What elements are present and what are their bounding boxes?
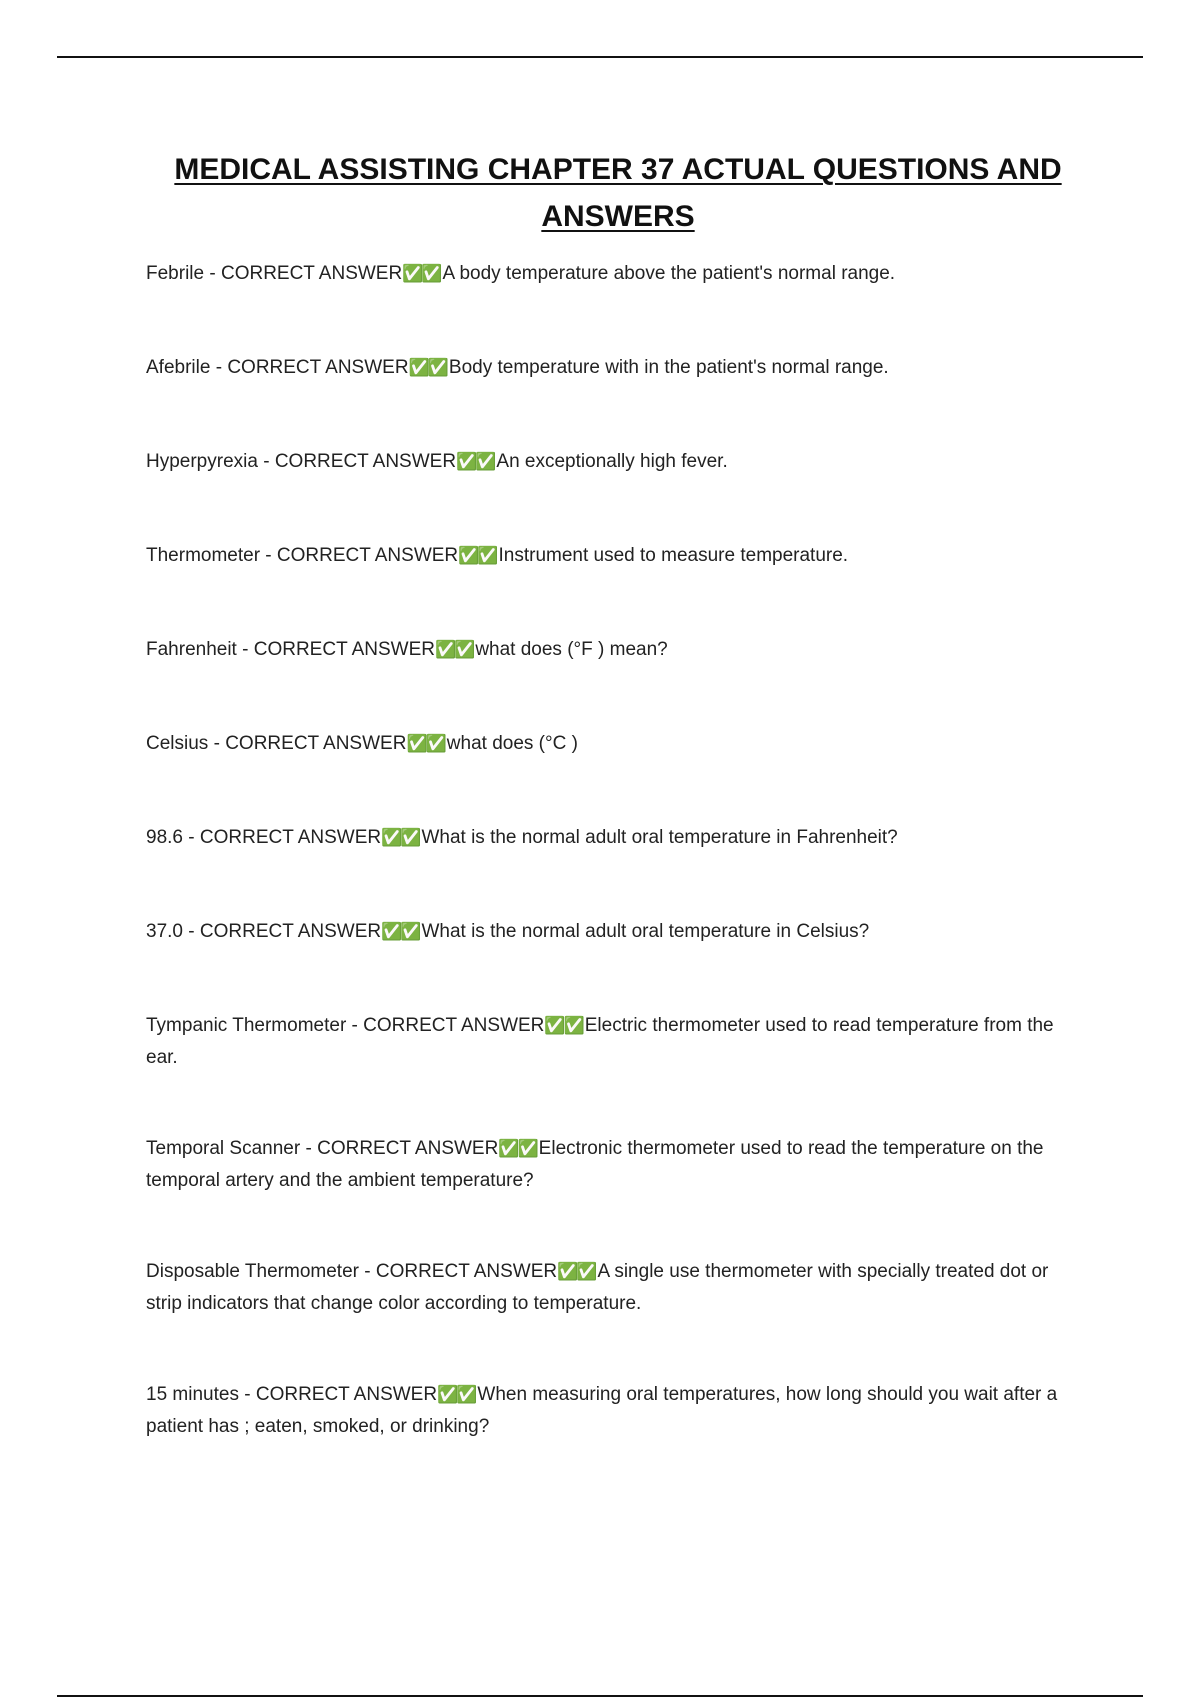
qa-separator: - (238, 1384, 256, 1405)
check-icon: ✅✅ (406, 734, 445, 754)
qa-separator: - (260, 545, 277, 566)
qa-answer-label: CORRECT ANSWER (220, 263, 403, 284)
qa-answer-label: CORRECT ANSWER (375, 1261, 558, 1282)
qa-item (146, 1379, 1076, 1442)
check-icon: ✅✅ (437, 1385, 476, 1405)
qa-answer: A single use thermometer with specially treated dot or strip indicators that change color according to temperature. (146, 1261, 1049, 1314)
qa-term: 98.6 (146, 827, 183, 848)
qa-answer: What is the normal adult oral temperature in Fahrenheit? (421, 827, 898, 848)
qa-item (146, 540, 1076, 572)
qa-answer-label: CORRECT ANSWER (255, 1384, 438, 1405)
check-icon: ✅✅ (456, 452, 495, 472)
qa-answer-label: CORRECT ANSWER (225, 733, 407, 754)
check-icon: ✅✅ (498, 1139, 537, 1159)
qa-term: Tympanic Thermometer (146, 1015, 347, 1036)
qa-item (146, 258, 1076, 290)
check-icon: ✅✅ (557, 1262, 596, 1282)
bottom-rule (57, 1695, 1143, 1697)
qa-term: Disposable Thermometer (146, 1261, 359, 1282)
qa-answer-label: CORRECT ANSWER (276, 545, 459, 566)
check-icon: ✅✅ (434, 640, 474, 660)
qa-term: Febrile (146, 263, 205, 284)
top-rule (57, 56, 1143, 58)
qa-term: 37.0 (146, 921, 183, 942)
qa-separator: - (346, 1015, 364, 1036)
qa-item (146, 1256, 1076, 1319)
check-icon: ✅✅ (402, 264, 441, 284)
qa-separator: - (257, 451, 275, 472)
qa-item (146, 728, 1076, 760)
qa-term: Afebrile (146, 357, 211, 378)
qa-item (146, 822, 1076, 854)
check-icon: ✅✅ (408, 358, 447, 378)
qa-list (146, 258, 1076, 1502)
qa-answer-label: CORRECT ANSWER (363, 1015, 545, 1036)
check-icon: ✅✅ (544, 1016, 583, 1036)
qa-item (146, 1133, 1076, 1196)
qa-item (146, 446, 1076, 478)
check-icon: ✅✅ (381, 828, 420, 848)
qa-item (146, 1010, 1076, 1073)
qa-answer: When measuring oral temperatures, how long should you wait after a patient has ; eaten, smoked, or drinking? (146, 1384, 1058, 1437)
qa-answer-label: CORRECT ANSWER (253, 639, 435, 660)
qa-answer: Electric thermometer used to read temperature from the ear. (146, 1015, 1054, 1068)
check-icon: ✅✅ (458, 546, 497, 566)
qa-item (146, 352, 1076, 384)
qa-separator: - (358, 1261, 376, 1282)
qa-answer: Instrument used to measure temperature. (498, 545, 849, 566)
qa-answer-label: CORRECT ANSWER (199, 827, 382, 848)
qa-answer: Body temperature with in the patient's normal range. (448, 357, 889, 378)
qa-separator: - (182, 827, 200, 848)
check-icon: ✅✅ (381, 922, 420, 942)
qa-separator: - (210, 357, 228, 378)
page-title (150, 146, 1086, 240)
qa-answer: Electronic thermometer used to read the temperature on the temporal artery and the ambient temperature? (146, 1138, 1044, 1191)
qa-separator: - (208, 733, 226, 754)
qa-separator: - (300, 1138, 318, 1159)
qa-answer: An exceptionally high fever. (496, 451, 728, 472)
qa-term: Thermometer (146, 545, 261, 566)
qa-answer: What is the normal adult oral temperature in Celsius? (421, 921, 870, 942)
qa-answer: what does (°C ) (446, 733, 578, 754)
qa-term: 15 minutes (146, 1384, 239, 1405)
qa-term: Fahrenheit (146, 639, 237, 660)
qa-answer-label: CORRECT ANSWER (227, 357, 409, 378)
qa-separator: - (182, 921, 200, 942)
qa-answer-label: CORRECT ANSWER (317, 1138, 499, 1159)
qa-item (146, 916, 1076, 948)
qa-term: Hyperpyrexia (146, 451, 258, 472)
qa-answer-label: CORRECT ANSWER (199, 921, 382, 942)
qa-term: Celsius (146, 733, 209, 754)
qa-separator: - (204, 263, 221, 284)
qa-separator: - (236, 639, 254, 660)
qa-item (146, 634, 1076, 666)
qa-answer: what does (°F ) mean? (475, 639, 668, 660)
qa-answer: A body temperature above the patient's normal range. (442, 263, 896, 284)
page-title-text: MEDICAL ASSISTING CHAPTER 37 ACTUAL QUESTIONS AND ANSWERS (174, 153, 1062, 233)
qa-answer-label: CORRECT ANSWER (274, 451, 457, 472)
qa-term: Temporal Scanner (146, 1138, 301, 1159)
